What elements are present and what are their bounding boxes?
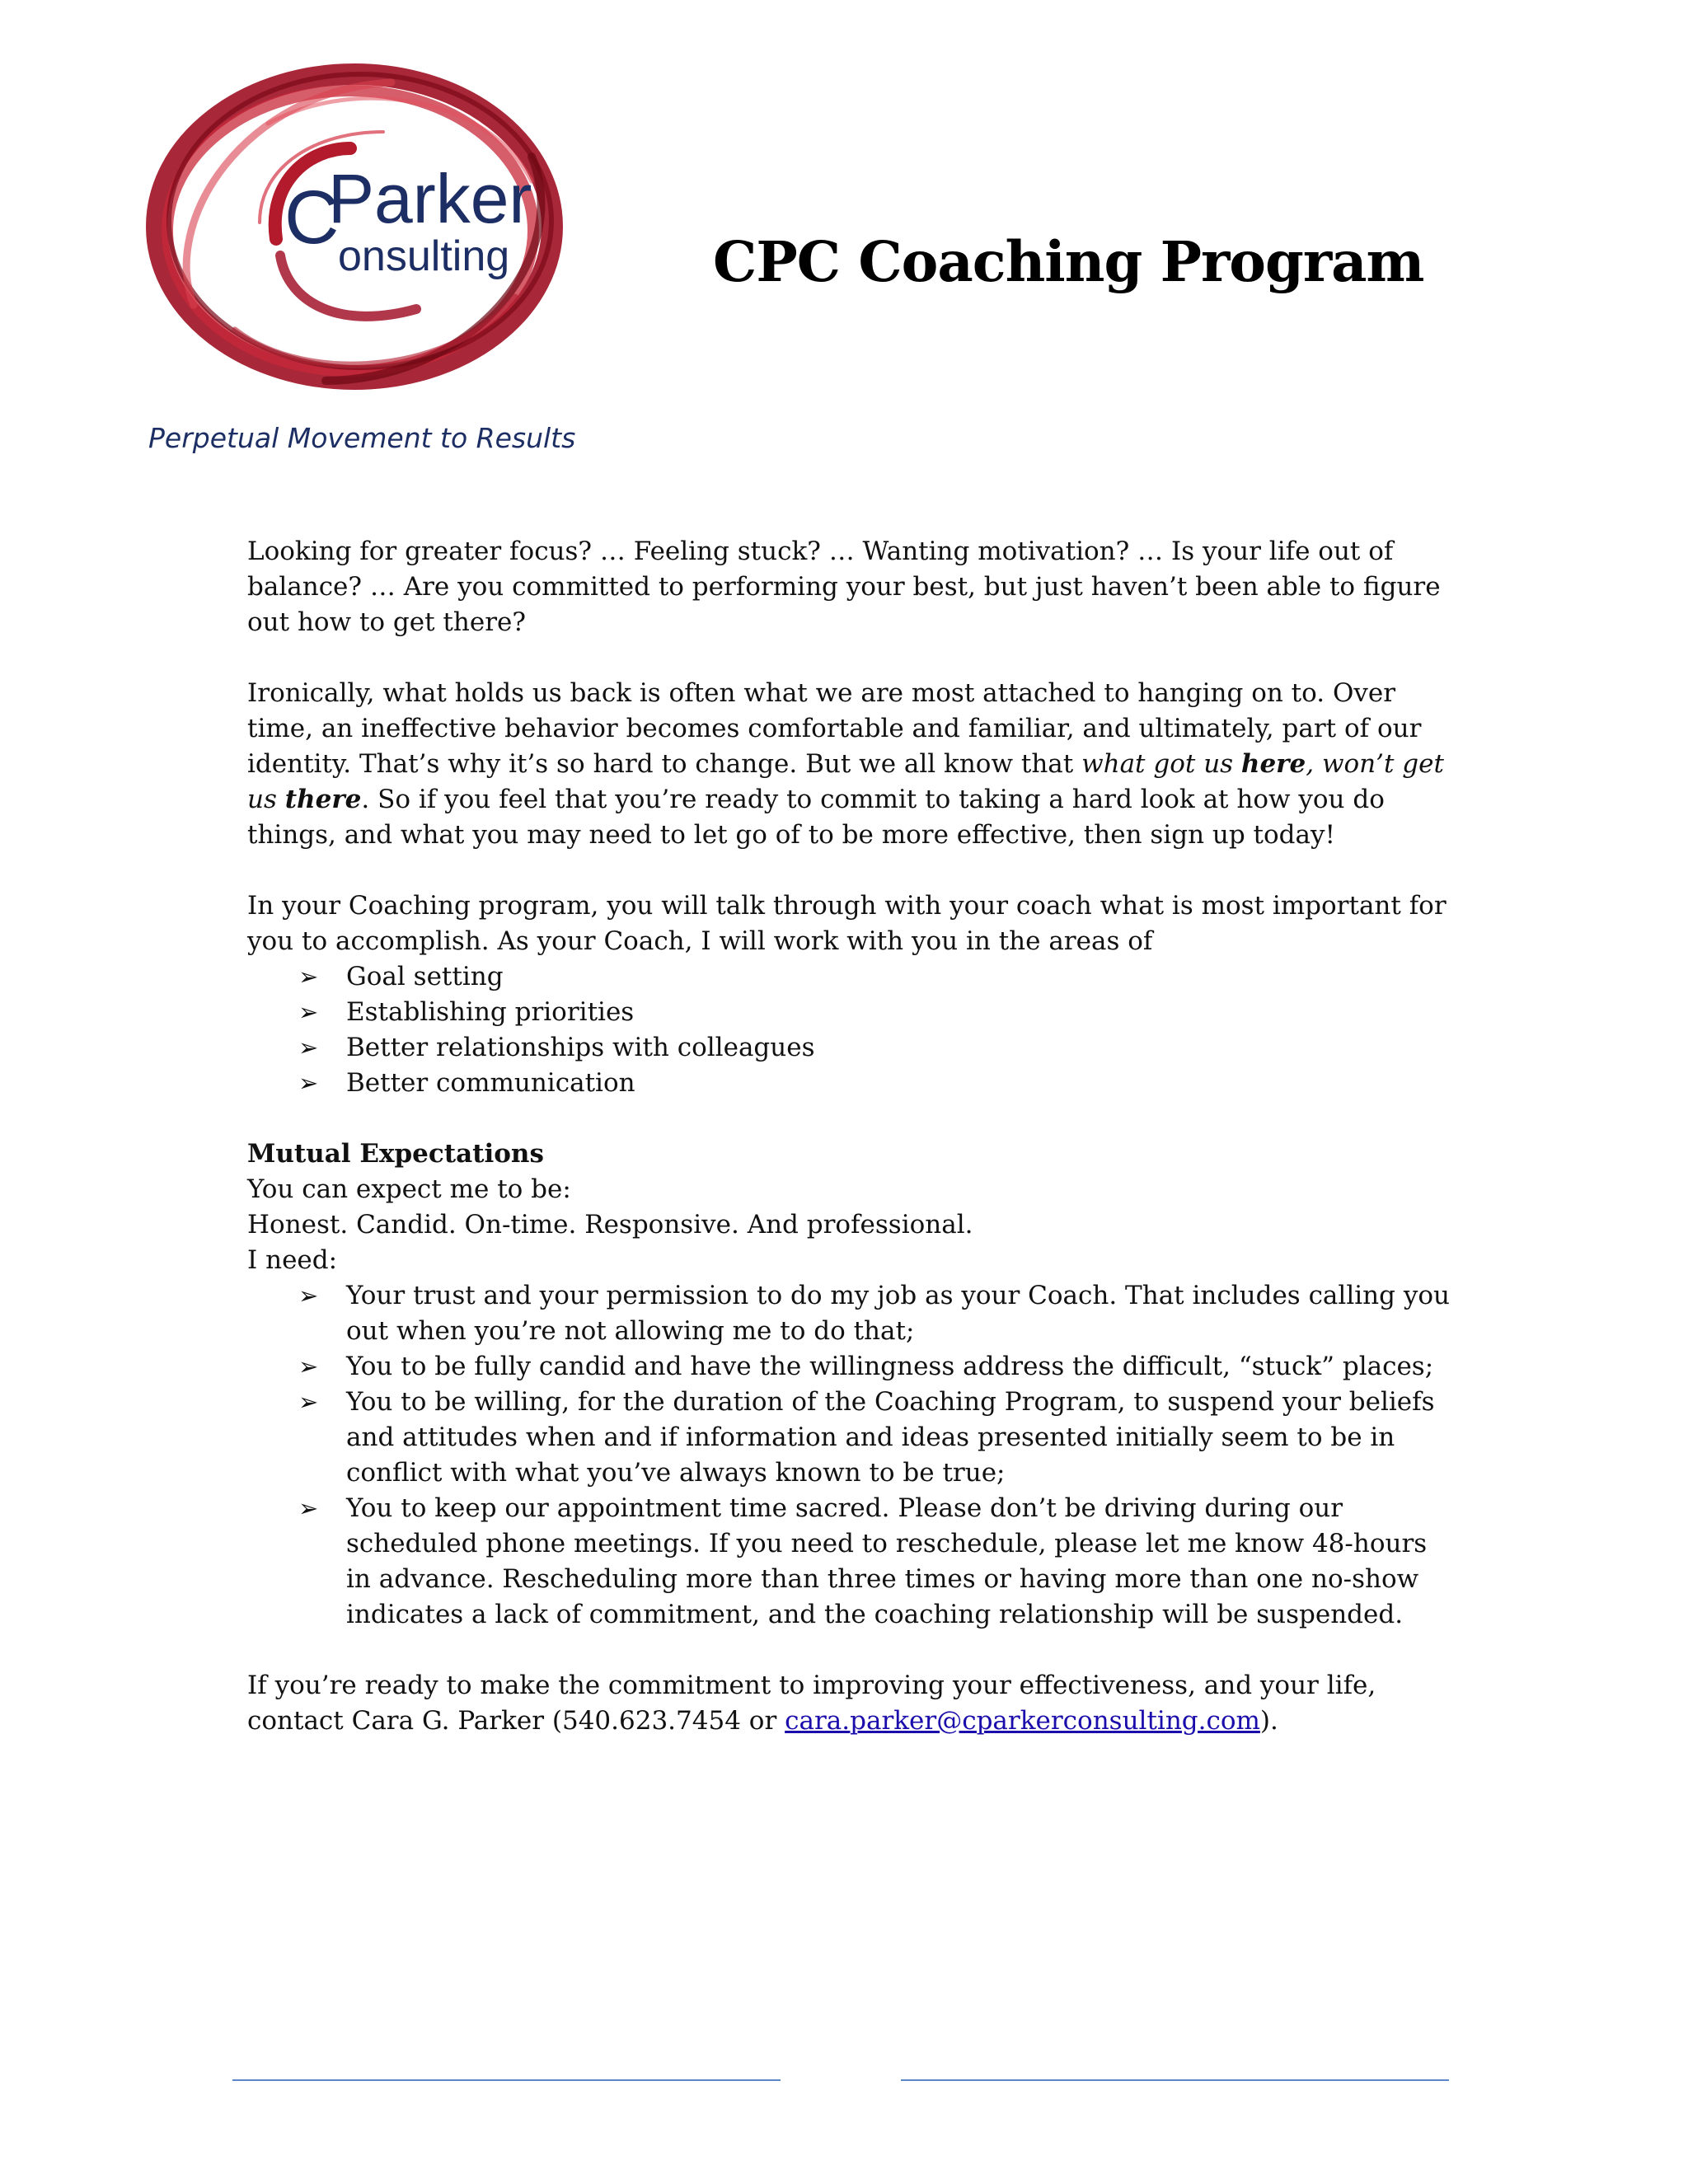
list-item: ➢ You to be willing, for the duration of the Coaching Program, to suspend your beliefs and attitudes when and if information and ideas presented initially seem to be in conflict with what you’ve always known to be true; — [346, 1385, 1459, 1491]
list-item: ➢ Better relationships with colleagues — [346, 1030, 1459, 1066]
coaching-areas-list — [247, 959, 1459, 1101]
page-title: CPC Coaching Program — [713, 229, 1424, 294]
list-item: ➢ Better communication — [346, 1066, 1459, 1101]
list-item: ➢ You to be fully candid and have the willingness address the difficult, “stuck” places; — [346, 1349, 1459, 1385]
intro-paragraph-1: Looking for greater focus? … Feeling stuck? … Wanting motivation? … Is your life out of balance? … Are you committed to performing your best, but just haven’t been able to figure out how to get there? — [247, 537, 1441, 637]
emphasis-what-got-us: what got us — [1081, 749, 1241, 779]
section-heading-mutual-expectations: Mutual Expectations — [247, 1139, 544, 1169]
list-item: ➢ Goal setting — [346, 959, 1459, 995]
footer-rule-left — [232, 2079, 781, 2081]
intro-paragraph-2 — [247, 676, 1459, 853]
list-item: ➢ You to keep our appointment time sacred. Please don’t be driving during our scheduled phone meetings. If you need to reschedule, please let me know 48-hours in advance. Rescheduling more than three times or having more than one no-show indicates a lack of commitment, and the coaching relationship will be suspended. — [346, 1491, 1459, 1633]
expectations-line-1: You can expect me to be: — [247, 1174, 571, 1204]
logo-c-letter: C — [284, 176, 340, 260]
closing-paragraph — [247, 1668, 1459, 1739]
expectations-line-2: Honest. Candid. On-time. Responsive. And professional. — [247, 1210, 973, 1240]
footer-rule-right — [901, 2079, 1449, 2081]
intro-paragraph-2-end: . So if you feel that you’re ready to commit to taking a hard look at how you do things, and what you may need to let go of to be more effective, then sign up today! — [247, 785, 1385, 850]
list-item: ➢ Establishing priorities — [346, 995, 1459, 1030]
logo-name-line2: onsulting — [338, 232, 510, 280]
email-link[interactable]: cara.parker@cparkerconsulting.com — [785, 1706, 1260, 1736]
emphasis-wont-get-us: , won’t get us — [247, 749, 1444, 814]
company-logo — [144, 58, 581, 404]
closing-text: If you’re ready to make the commitment to improving your effectiveness, and your life, contact Cara G. Parker (540.623.7454 or — [247, 1671, 1376, 1736]
logo-name-line1: Parker — [328, 160, 532, 237]
list-item: ➢ Your trust and your permission to do my job as your Coach. That includes calling you out when you’re not allowing me to do that; — [346, 1278, 1459, 1349]
closing-text-end: ). — [1259, 1706, 1278, 1736]
intro-paragraph-2-text: Ironically, what holds us back is often what we are most attached to hanging on to. Over time, an ineffective behavior becomes comfortable and familiar, and ultimately, part of our identity. That’s why it’s so hard to change. But we all know that — [247, 678, 1422, 779]
document-body — [247, 534, 1459, 1739]
logo-tagline: Perpetual Movement to Results — [148, 422, 576, 454]
needs-list — [247, 1278, 1459, 1633]
emphasis-here: here — [1240, 749, 1306, 779]
logo-swirl — [144, 58, 581, 404]
intro-paragraph-3: In your Coaching program, you will talk through with your coach what is most important for you to accomplish. As your Coach, I will work with you in the areas of — [247, 891, 1447, 956]
emphasis-there: there — [284, 785, 362, 814]
expectations-line-3: I need: — [247, 1245, 338, 1275]
